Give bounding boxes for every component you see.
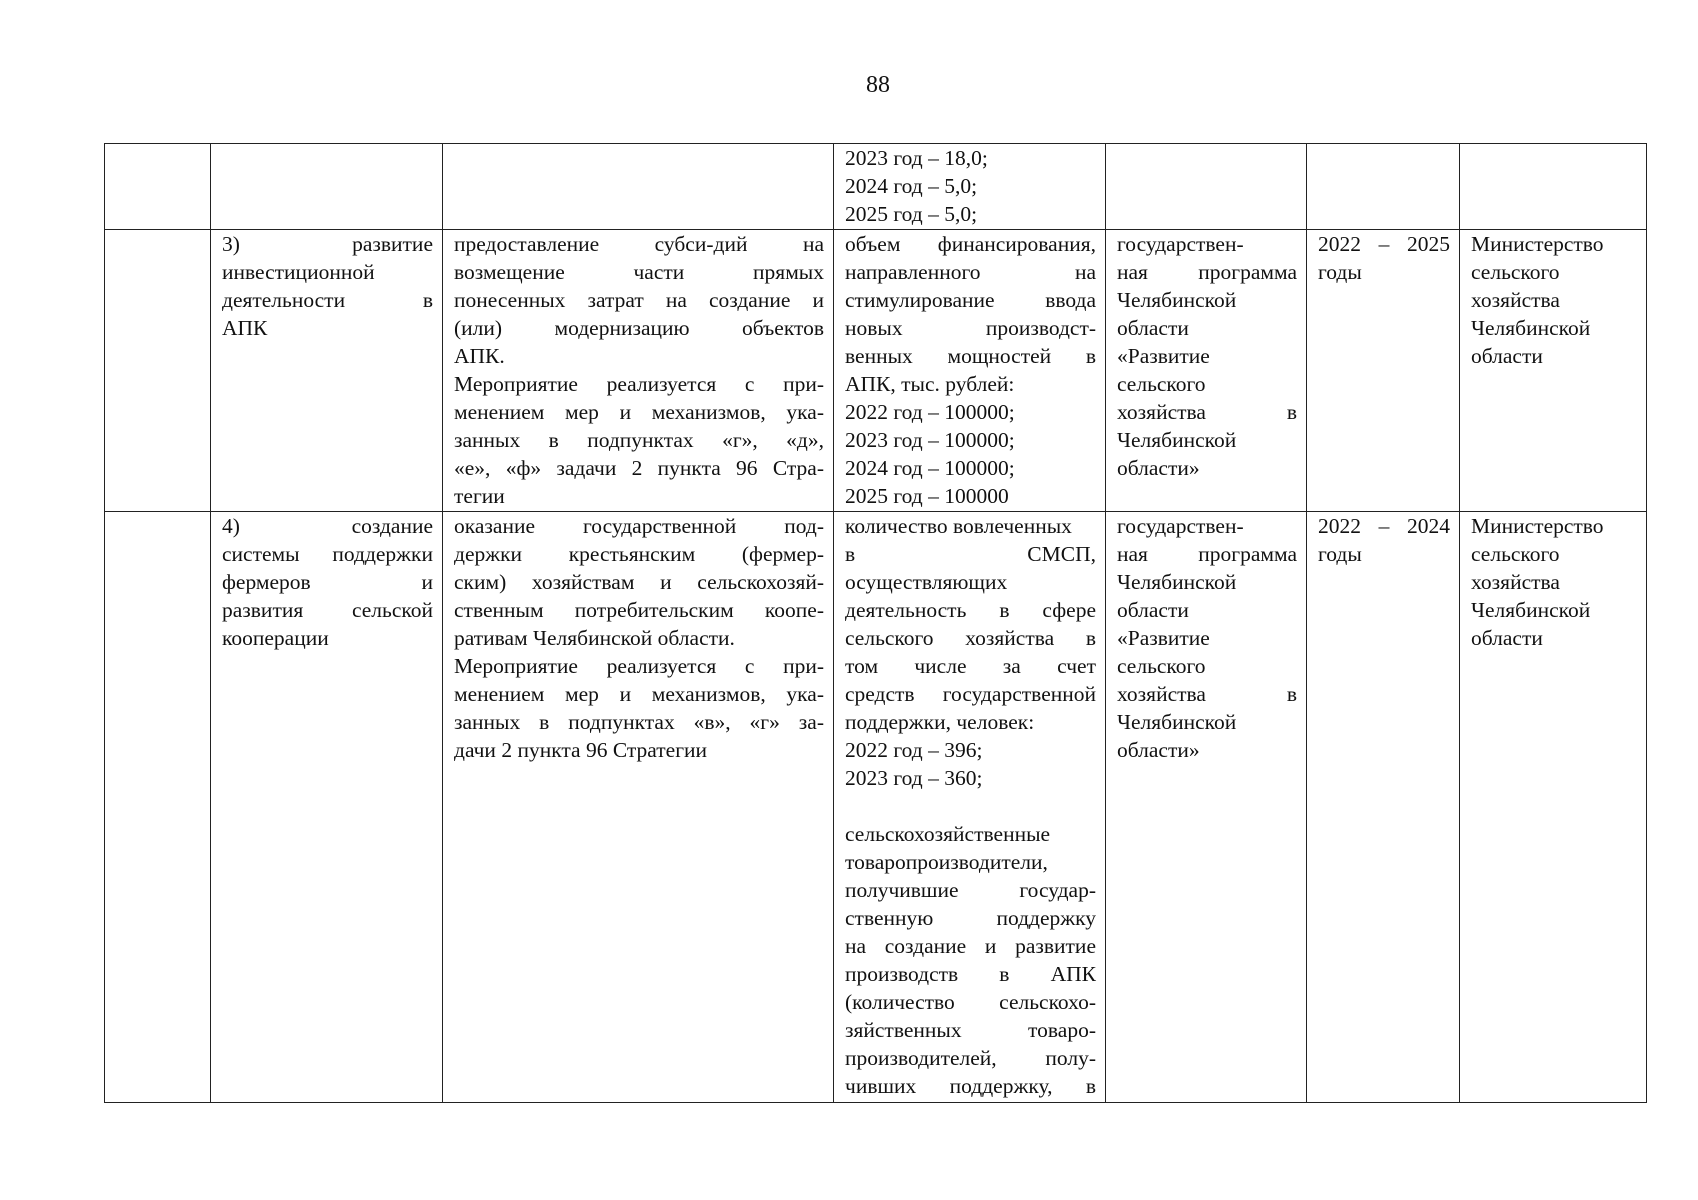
activity-line: ративам Челябинской области. (454, 626, 735, 650)
indicator-line: 2023 год – 18,0; (845, 146, 988, 170)
table-row (105, 512, 1647, 1103)
program-line: области» (1117, 738, 1200, 762)
activity-line: оказание государственной под- (454, 514, 824, 538)
indicator-line: направленного на (845, 260, 1096, 284)
blank-line (845, 792, 1096, 820)
indicator-line: 2025 год – 5,0; (845, 202, 978, 226)
executor-line: Министерство (1471, 514, 1604, 538)
cell-program (1106, 230, 1307, 512)
activity-line: (или) модернизацию объектов (454, 316, 824, 340)
indicator-line: чивших поддержку, в (845, 1074, 1096, 1098)
program-line: области (1117, 598, 1189, 622)
program-line: хозяйства в (1117, 400, 1297, 424)
indicator-line: объем финансирования, (845, 232, 1096, 256)
indicator-line: АПК, тыс. рублей: (845, 372, 1015, 396)
program-line: ная программа (1117, 542, 1297, 566)
indicator-line: получившие государ- (845, 878, 1096, 902)
activity-description (454, 230, 824, 370)
program-line: Челябинской (1117, 288, 1237, 312)
program-line: области» (1117, 456, 1200, 480)
activity-line: понесенных затрат на создание и (454, 288, 824, 312)
indicator-line: зяйственных товаро- (845, 1018, 1096, 1042)
program-line: Челябинской (1117, 570, 1237, 594)
activity-line: ственным потребительским коопе- (454, 598, 824, 622)
activity-line: предоставление субси-дий на (454, 232, 824, 256)
executor-line: Челябинской (1471, 598, 1591, 622)
table-row (105, 230, 1647, 512)
table-row (105, 144, 1647, 230)
activity-description (454, 512, 824, 652)
program-line: «Развитие (1117, 626, 1210, 650)
indicator-line: на создание и развитие (845, 934, 1096, 958)
program-line: Челябинской (1117, 428, 1237, 452)
program-line: области (1117, 316, 1189, 340)
task-line: кооперации (222, 626, 329, 650)
cell-task (211, 512, 443, 1103)
program-line: хозяйства в (1117, 682, 1297, 706)
indicator-line: 2024 год – 5,0; (845, 174, 978, 198)
program-activities-table (104, 143, 1647, 1103)
cell-activity (443, 512, 834, 1103)
cell-task (211, 230, 443, 512)
cell-indicator (834, 230, 1106, 512)
task-line: инвестиционной (222, 260, 375, 284)
cell-period (1307, 230, 1460, 512)
indicator-line: сельскохозяйственные (845, 822, 1051, 846)
activity-line: занных в подпунктах «в», «г» за- (454, 710, 824, 734)
cell-executor (1460, 230, 1647, 512)
indicator-line: том числе за счет (845, 654, 1096, 678)
cell-indicator (834, 512, 1106, 1103)
activity-line: менением мер и механизмов, ука- (454, 682, 824, 706)
task-line: 3) развитие (222, 232, 433, 256)
task-line: 4) создание (222, 514, 433, 538)
activity-line: АПК. (454, 344, 505, 368)
cell-program (1106, 512, 1307, 1103)
indicator-line: производств в АПК (845, 962, 1096, 986)
indicator-line: осуществляющих (845, 570, 1008, 594)
indicator-line: (количество сельскохо- (845, 990, 1096, 1014)
activity-line: тегии (454, 484, 505, 508)
indicator-line: сельского хозяйства в (845, 626, 1096, 650)
indicator-line: средств государственной (845, 682, 1096, 706)
executor-line: области (1471, 626, 1543, 650)
task-line: фермеров и (222, 570, 433, 594)
executor-line: сельского (1471, 260, 1560, 284)
task-line: развития сельской (222, 598, 433, 622)
program-line: сельского (1117, 654, 1206, 678)
program-line: ная программа (1117, 260, 1297, 284)
activity-line: дачи 2 пункта 96 Стратегии (454, 738, 708, 762)
cell-executor (1460, 144, 1647, 230)
activity-mechanism (454, 370, 824, 510)
indicator-line: 2023 год – 360; (845, 766, 983, 790)
indicator-line: новых производст- (845, 316, 1096, 340)
activity-line: «е», «ф» задачи 2 пункта 96 Стра- (454, 456, 824, 480)
cell-program (1106, 144, 1307, 230)
indicator-line: ственную поддержку (845, 906, 1096, 930)
period-line: годы (1318, 260, 1362, 284)
page-number: 88 (866, 72, 890, 98)
task-line: АПК (222, 316, 268, 340)
indicator-line: 2022 год – 396; (845, 738, 983, 762)
indicator-line: товаропроизводители, (845, 850, 1048, 874)
program-line: сельского (1117, 372, 1206, 396)
activity-line: держки крестьянским (фермер- (454, 542, 824, 566)
indicator-line: стимулирование ввода (845, 288, 1096, 312)
indicator-line: 2022 год – 100000; (845, 400, 1015, 424)
executor-line: сельского (1471, 542, 1560, 566)
cell-executor (1460, 512, 1647, 1103)
indicator-line: количество вовлеченных (845, 514, 1072, 538)
cell-task (211, 144, 443, 230)
period-line: 2022 – 2025 (1318, 232, 1450, 256)
cell-activity (443, 230, 834, 512)
indicator-line: 2024 год – 100000; (845, 456, 1015, 480)
period-line: годы (1318, 542, 1362, 566)
executor-line: области (1471, 344, 1543, 368)
indicator-line: венных мощностей в (845, 344, 1096, 368)
cell-number (105, 512, 211, 1103)
indicator-line: поддержки, человек: (845, 710, 1035, 734)
cell-number (105, 230, 211, 512)
indicator-line: деятельность в сфере (845, 598, 1096, 622)
program-line: государствен- (1117, 232, 1244, 256)
program-line: Челябинской (1117, 710, 1237, 734)
task-line: системы поддержки (222, 542, 433, 566)
cell-period (1307, 144, 1460, 230)
activity-mechanism (454, 652, 824, 764)
indicator-line: 2023 год – 100000; (845, 428, 1015, 452)
task-line: деятельности в (222, 288, 433, 312)
executor-line: Министерство (1471, 232, 1604, 256)
period-line: 2022 – 2024 (1318, 514, 1450, 538)
activity-line: возмещение части прямых (454, 260, 824, 284)
cell-number (105, 144, 211, 230)
program-line: «Развитие (1117, 344, 1210, 368)
cell-period (1307, 512, 1460, 1103)
activity-line: ским) хозяйствам и сельскохозяй- (454, 570, 824, 594)
executor-line: Челябинской (1471, 316, 1591, 340)
executor-line: хозяйства (1471, 288, 1560, 312)
cell-activity (443, 144, 834, 230)
activity-line: занных в подпунктах «г», «д», (454, 428, 824, 452)
indicator-line: производителей, полу- (845, 1046, 1096, 1070)
indicator-line: в СМСП, (845, 542, 1096, 566)
activity-line: менением мер и механизмов, ука- (454, 400, 824, 424)
executor-line: хозяйства (1471, 570, 1560, 594)
program-line: государствен- (1117, 514, 1244, 538)
activity-line: Мероприятие реализуется с при- (454, 654, 824, 678)
cell-indicator (834, 144, 1106, 230)
activity-line: Мероприятие реализуется с при- (454, 372, 824, 396)
indicator-line: 2025 год – 100000 (845, 484, 1009, 508)
